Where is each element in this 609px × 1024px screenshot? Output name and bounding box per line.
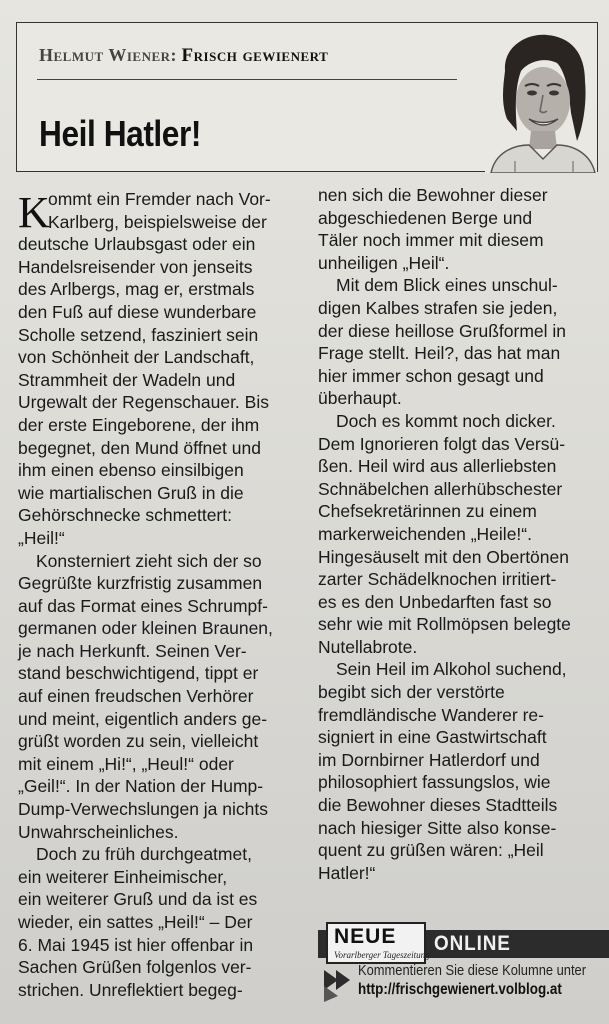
text-line: des Arlbergs, mag er, erstmals xyxy=(18,279,255,300)
text-line: ßen. Heil wird aus allerliebsten xyxy=(318,456,557,477)
text-line: Hingesäuselt mit den Obertönen xyxy=(318,546,569,567)
online-label: ONLINE xyxy=(434,932,511,955)
text-line: ihm einen ebenso einsilbigen xyxy=(18,460,244,481)
text-line: fremdländische Wanderer re- xyxy=(318,704,544,725)
text-line: im Dornbirner Hatlerdorf und xyxy=(318,749,540,770)
arrow-icon xyxy=(322,966,354,1002)
text-line: stand beschwichtigend, tippt er xyxy=(18,663,259,684)
text-line: begibt sich der verstörte xyxy=(318,682,505,703)
text-line: mit einem „Hi!“, „Heul!“ oder xyxy=(18,753,234,774)
text-line: der erste Eingeborene, der ihm xyxy=(18,414,260,435)
article-paragraph xyxy=(318,274,608,410)
online-promo xyxy=(318,918,609,1024)
text-line: quent zu grüßen wären: „Heil xyxy=(318,840,544,861)
text-line: Schnäbelchen allerhübschester xyxy=(318,478,563,499)
text-line: von Schönheit der Landschaft, xyxy=(18,347,255,368)
text-line: grüßt worden zu sein, vielleicht xyxy=(18,731,259,752)
text-line: auf das Format eines Schrumpf- xyxy=(18,595,268,616)
drop-cap: K xyxy=(18,188,50,237)
text-line: nen sich die Bewohner dieser xyxy=(318,185,548,205)
text-line: Doch zu früh durchgeatmet, xyxy=(36,844,252,865)
text-line: Strammheit der Wadeln und xyxy=(18,369,236,390)
text-line: überhaupt. xyxy=(318,388,402,409)
text-line: je nach Herkunft. Seinen Ver- xyxy=(18,640,247,661)
newspaper-logo xyxy=(326,922,430,964)
text-line: begegnet, den Mund öffnet und xyxy=(18,437,261,458)
blog-link[interactable]: http://frischgewienert.volblog.at xyxy=(358,981,562,998)
text-line: und meint, eigentlich anders ge- xyxy=(18,708,268,729)
article-column-right xyxy=(318,184,608,884)
text-line: Mit dem Blick eines unschul- xyxy=(336,275,558,296)
text-line: ommt ein Fremder nach Vor- xyxy=(48,189,271,209)
text-line: Gehörschnecke schmettert: xyxy=(18,505,232,526)
text-line: Gegrüßte kurzfristig zusammen xyxy=(18,573,263,594)
text-line: Dump-Verwechslungen ja nichts xyxy=(18,799,268,820)
text-line: wieder, ein sattes „Heil!“ – Der xyxy=(18,912,253,932)
text-line: Sachen Grüßen folgenlos ver- xyxy=(18,957,252,978)
headline: Heil Hatler! xyxy=(39,113,201,154)
text-line: 6. Mai 1945 ist hier offenbar in xyxy=(18,934,254,955)
text-line: nach hiesiger Sitte also konse- xyxy=(318,817,557,838)
kicker-rule xyxy=(37,79,457,80)
text-line: Karlberg, beispielsweise der xyxy=(48,211,267,232)
text-line: „Heil!“ xyxy=(18,527,65,548)
article-paragraph xyxy=(318,184,608,274)
text-line: abgeschiedenen Berge und xyxy=(318,207,533,228)
column-header xyxy=(16,22,598,172)
text-line: unheiligen „Heil“. xyxy=(318,252,450,273)
text-line: Nutellabrote. xyxy=(318,636,418,657)
logo-word: NEUE xyxy=(334,925,397,948)
text-line: hier immer schon gesagt und xyxy=(318,365,544,386)
text-line: ein weiterer Einheimischer, xyxy=(18,866,228,887)
text-line: strichen. Unreflektiert begeg- xyxy=(18,979,243,1000)
article-paragraph xyxy=(18,843,300,1001)
text-line: sehr wie mit Rollmöpsen belegte xyxy=(318,614,571,635)
series-title: Frisch gewienert xyxy=(181,45,329,66)
text-line: wie martialischen Gruß in die xyxy=(18,482,244,503)
text-line: philosophiert fassungslos, wie xyxy=(318,772,551,793)
text-line: es es den Unbedarften fast so xyxy=(318,591,552,612)
text-line: Sein Heil im Alkohol suchend, xyxy=(336,659,567,680)
text-line: signiert in eine Gastwirtschaft xyxy=(318,727,547,748)
text-line: Hatler!“ xyxy=(318,862,376,883)
text-line: Frage stellt. Heil?, das hat man xyxy=(318,343,561,364)
text-line: Doch es kommt noch dicker. xyxy=(336,410,556,431)
text-line: Chefsekretärinnen zu einem xyxy=(318,501,537,522)
author-photo xyxy=(485,31,597,173)
text-line: die Bewohner dieses Stadtteils xyxy=(318,795,558,816)
text-line: Unwahrscheinliches. xyxy=(18,821,179,842)
text-line: Konsterniert zieht sich der so xyxy=(36,550,262,571)
text-line: Täler noch immer mit diesem xyxy=(318,230,544,251)
text-line: Dem Ignorieren folgt das Versü- xyxy=(318,433,566,454)
text-line: „Geil!“. In der Nation der Hump- xyxy=(18,776,264,797)
text-line: ein weiterer Gruß und da ist es xyxy=(18,889,258,910)
article-paragraph xyxy=(18,550,300,844)
text-line: Scholle setzend, fasziniert sein xyxy=(18,324,259,345)
text-line: zarter Schädelknochen irritiert- xyxy=(318,569,557,590)
article-paragraph xyxy=(318,410,608,659)
text-line: Handelsreisender von jenseits xyxy=(18,256,253,277)
text-line: digen Kalbes strafen sie jeden, xyxy=(318,297,558,318)
article-paragraph xyxy=(18,188,300,550)
text-line: auf einen freudschen Verhörer xyxy=(18,686,254,707)
text-line: Urgewalt der Regenschauer. Bis xyxy=(18,392,269,413)
text-line: markerweichenden „Heile!“. xyxy=(318,523,532,544)
article-paragraph xyxy=(318,658,608,884)
text-line: den Fuß auf diese wunderbare xyxy=(18,301,257,322)
author-name: Helmut Wiener: xyxy=(39,45,178,65)
promo-text: Kommentieren Sie diese Kolumne unter xyxy=(358,962,587,979)
logo-subtitle: Vorarlberger Tageszeitung xyxy=(334,950,430,960)
text-line: deutsche Urlaubsgast oder ein xyxy=(18,234,256,255)
text-line: germanen oder kleinen Braunen, xyxy=(18,618,273,639)
text-line: der diese heillose Grußformel in xyxy=(318,320,567,341)
article-column-left xyxy=(18,188,300,1001)
column-kicker xyxy=(39,45,328,67)
